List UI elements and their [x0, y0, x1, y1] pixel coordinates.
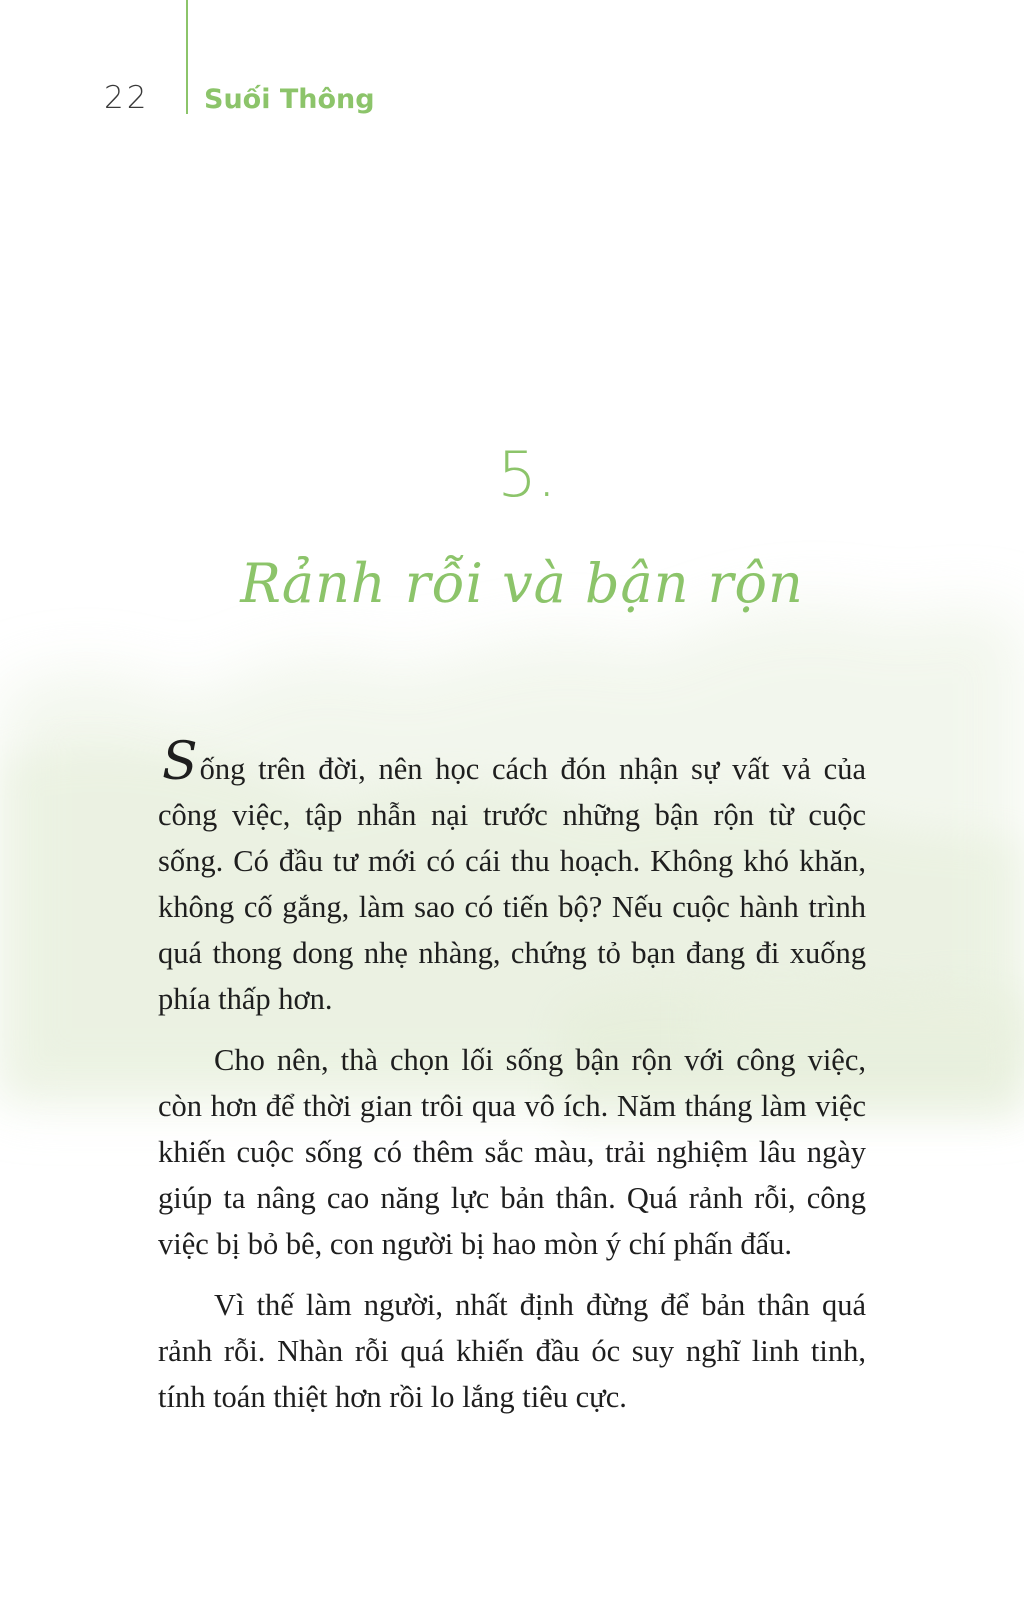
header-divider [186, 0, 188, 114]
chapter-number: 5. [497, 438, 557, 511]
page-number: 22 [104, 80, 150, 116]
paragraph-1-text: ống trên đời, nên học cách đón nhận sự vất vả của công việc, tập nhẫn nại trước những bận rộn từ cuộc sống. Có đầu tư mới có cái thu hoạch. Không khó khăn, không cố gắng, làm sao có tiến bộ? Nếu cuộc hành trình quá thong dong nhẹ nhàng, chứng tỏ bạn đang đi xuống phía thấp hơn. [158, 752, 866, 1016]
chapter-title: Rảnh rỗi và bận rộn [240, 552, 804, 615]
body-text [158, 732, 866, 1435]
paragraph-1 [158, 732, 866, 1022]
paragraph-2: Cho nên, thà chọn lối sống bận rộn với công việc, còn hơn để thời gian trôi qua vô ích. Năm tháng làm việc khiến cuộc sống có thêm sắc màu, trải nghiệm lâu ngày giúp ta nâng cao năng lực bản thân. Quá rảnh rỗi, công việc bị bỏ bê, con người bị hao mòn ý chí phấn đấu. [158, 1043, 866, 1261]
chapter-title-wrap [0, 552, 1024, 615]
running-head: Suối Thông [204, 84, 375, 115]
drop-cap: S [162, 732, 198, 792]
paragraph-3: Vì thế làm người, nhất định đừng để bản thân quá rảnh rỗi. Nhàn rỗi quá khiến đầu óc suy nghĩ linh tinh, tính toán thiệt hơn rồi lo lắng tiêu cực. [158, 1288, 866, 1414]
chapter-number-wrap [0, 438, 1024, 511]
